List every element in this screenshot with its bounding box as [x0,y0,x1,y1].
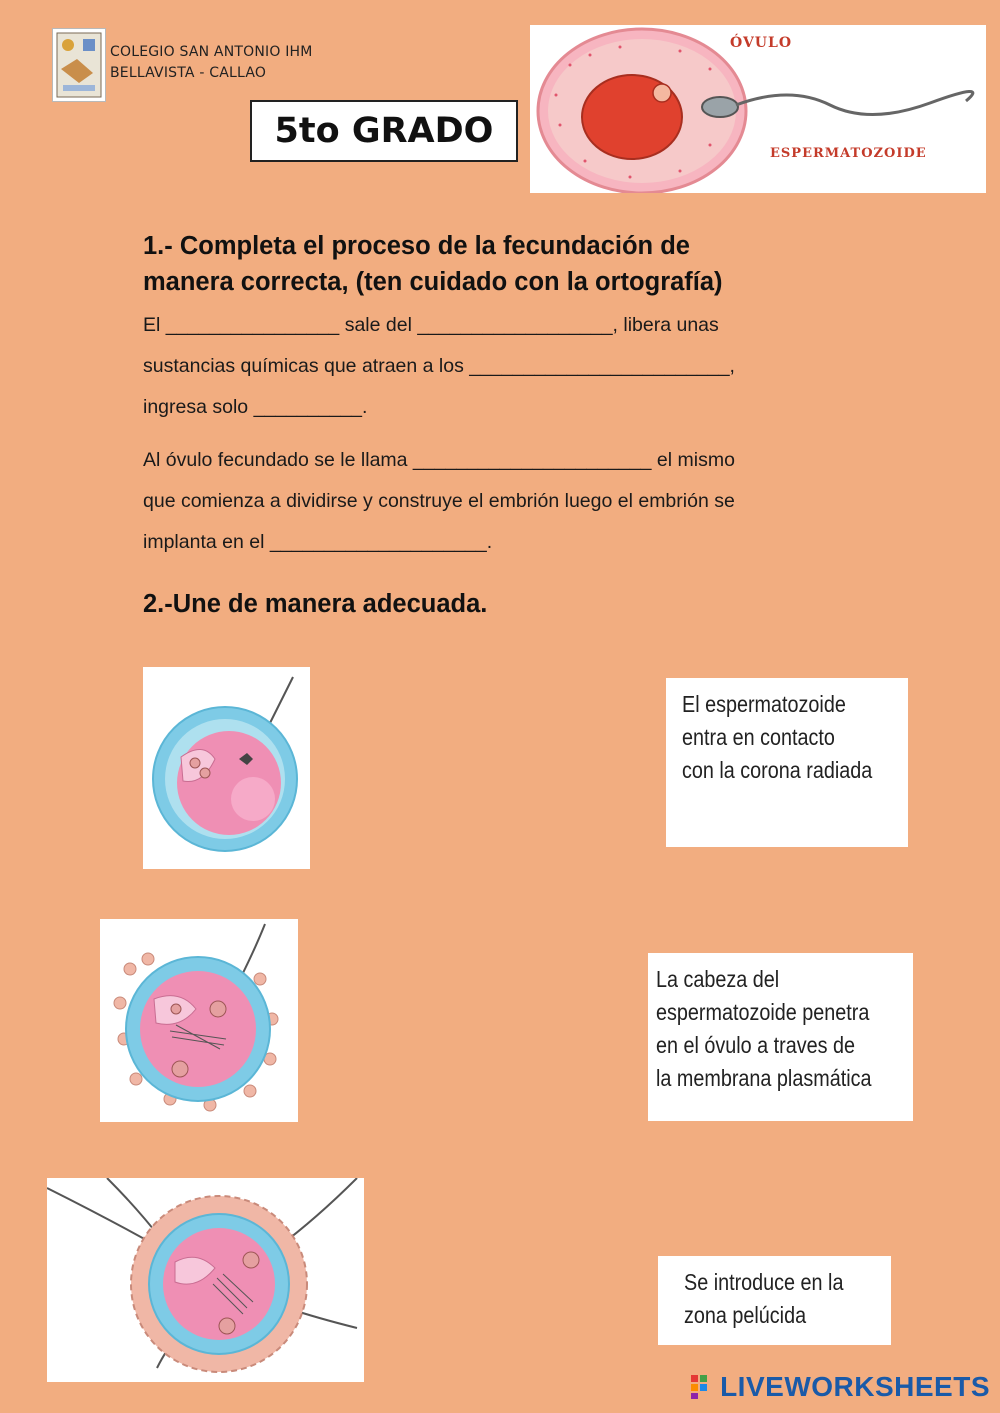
liveworksheets-brand[interactable] [690,1371,990,1403]
school-line-2: BELLAVISTA - CALLAO [110,65,267,81]
question-1-title [143,228,723,300]
match-card-2[interactable] [648,953,913,1121]
school-logo [52,28,106,102]
paragraph-1-line-1[interactable]: El ________________ sale del __________________, libera unas [143,314,719,336]
ovulo-label: ÓVULO [730,35,793,51]
paragraph-2-line-2: que comienza a dividirse y construye el embrión luego el embrión se [143,490,735,512]
match-card-3[interactable] [658,1256,891,1345]
card-1-line-1: El espermatozoide [682,691,846,717]
question-2-title: 2.-Une de manera adecuada. [143,590,488,618]
stage-image-1[interactable] [143,667,310,869]
card-2-line-4: la membrana plasmática [656,1065,872,1091]
question-1-paragraph-1 [143,305,735,428]
card-1-line-2: entra en contacto [682,724,835,750]
question-1-title-line-2: manera correcta, (ten cuidado con la ortografía) [143,268,723,296]
question-1-paragraph-2 [143,440,735,563]
paragraph-2-line-1[interactable]: Al óvulo fecundado se le llama ______________________ el mismo [143,449,735,471]
question-1-title-line-1: 1.- Completa el proceso de la fecundación de [143,232,690,260]
paragraph-2-line-3[interactable]: implanta en el ____________________. [143,531,493,553]
fertilization-illustration [530,25,986,193]
paragraph-1-line-2[interactable]: sustancias químicas que atraen a los ________________________, [143,355,735,377]
match-card-1[interactable] [666,678,908,847]
stage-image-3[interactable] [47,1178,364,1382]
paragraph-1-line-3[interactable]: ingresa solo __________. [143,396,368,418]
card-1-line-3: con la corona radiada [682,757,873,783]
school-name [110,42,313,84]
liveworksheets-text: LIVEWORKSHEETS [720,1371,990,1402]
card-2-line-2: espermatozoide penetra [656,999,870,1025]
grade-title: 5to GRADO [250,100,518,162]
card-3-line-1: Se introduce en la [684,1269,844,1295]
stage-image-2[interactable] [100,919,298,1122]
card-2-line-3: en el óvulo a traves de [656,1032,856,1058]
card-2-line-1: La cabeza del [656,966,780,992]
liveworksheets-logo-icon [690,1374,716,1400]
espermatozoide-label: ESPERMATOZOIDE [770,146,927,161]
card-3-line-2: zona pelúcida [684,1302,807,1328]
school-line-1: COLEGIO SAN ANTONIO IHM [110,44,313,60]
